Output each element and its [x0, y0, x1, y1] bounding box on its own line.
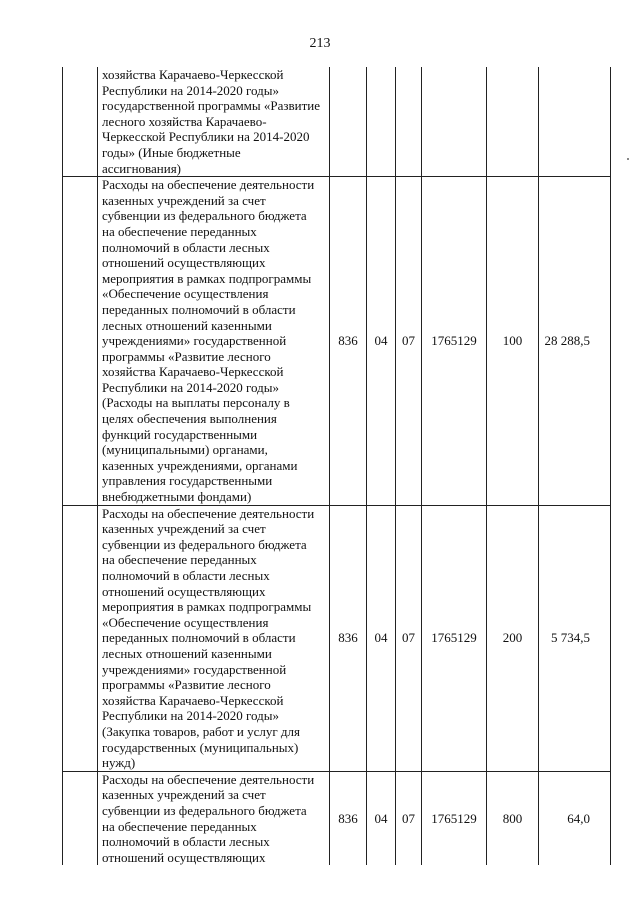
blank-cell — [63, 505, 98, 771]
subsection-code: 07 — [396, 177, 422, 505]
subsection-code: 07 — [396, 771, 422, 865]
budget-table — [62, 67, 611, 865]
table-row — [63, 771, 611, 865]
expense-type — [487, 67, 539, 177]
target-article: 1765129 — [422, 771, 487, 865]
scan-speck — [627, 158, 629, 160]
ministry-code: 836 — [330, 771, 367, 865]
table-row — [63, 505, 611, 771]
amount: 5 734,5 — [539, 505, 611, 771]
target-article: 1765129 — [422, 177, 487, 505]
row-description: хозяйства Карачаево-Черкесской Республики на 2014-2020 годы» государственной программы «Развитие лесного хозяйства Карачаево- Черкесской Республики на 2014-2020 годы» (Иные бюджетные ассигнования) — [98, 67, 330, 177]
section-code: 04 — [367, 505, 396, 771]
subsection-code: 07 — [396, 505, 422, 771]
expense-type: 800 — [487, 771, 539, 865]
amount — [539, 67, 611, 177]
page-number: 213 — [309, 36, 331, 51]
target-article: 1765129 — [422, 505, 487, 771]
section-code — [367, 67, 396, 177]
section-code: 04 — [367, 771, 396, 865]
ministry-code: 836 — [330, 177, 367, 505]
table-row — [63, 67, 611, 177]
ministry-code — [330, 67, 367, 177]
row-description: Расходы на обеспечение деятельности казенных учреждений за счет субвенции из федерального бюджета на обеспечение переданных полномочий в области лесных отношений осуществляющих — [98, 771, 330, 865]
amount: 28 288,5 — [539, 177, 611, 505]
expense-type: 100 — [487, 177, 539, 505]
amount: 64,0 — [539, 771, 611, 865]
section-code: 04 — [367, 177, 396, 505]
blank-cell — [63, 67, 98, 177]
target-article — [422, 67, 487, 177]
row-description: Расходы на обеспечение деятельности казенных учреждений за счет субвенции из федерального бюджета на обеспечение переданных полномочий в области лесных отношений осуществляющих мероприятия в рамках подпрограммы «Обеспечение осуществления переданных полномочий в области лесных отношений казенными учреждениями» государственной программы «Развитие лесного хозяйства Карачаево-Черкесской Республики на 2014-2020 годы» (Закупка товаров, работ и услуг для государственных (муниципальных) нужд) — [98, 505, 330, 771]
subsection-code — [396, 67, 422, 177]
expense-type: 200 — [487, 505, 539, 771]
blank-cell — [63, 771, 98, 865]
blank-cell — [63, 177, 98, 505]
ministry-code: 836 — [330, 505, 367, 771]
table-row — [63, 177, 611, 505]
row-description: Расходы на обеспечение деятельности казенных учреждений за счет субвенции из федерального бюджета на обеспечение переданных полномочий в области лесных отношений осуществляющих мероприятия в рамках подпрограммы «Обеспечение осуществления переданных полномочий в области лесных отношений казенными учреждениями» государственной программы «Развитие лесного хозяйства Карачаево-Черкесской Республики на 2014-2020 годы» (Расходы на выплаты персоналу в целях обеспечения выполнения функций государственными (муниципальными) органами, казенных учреждениями, органами управления государственными внебюджетными фондами) — [98, 177, 330, 505]
